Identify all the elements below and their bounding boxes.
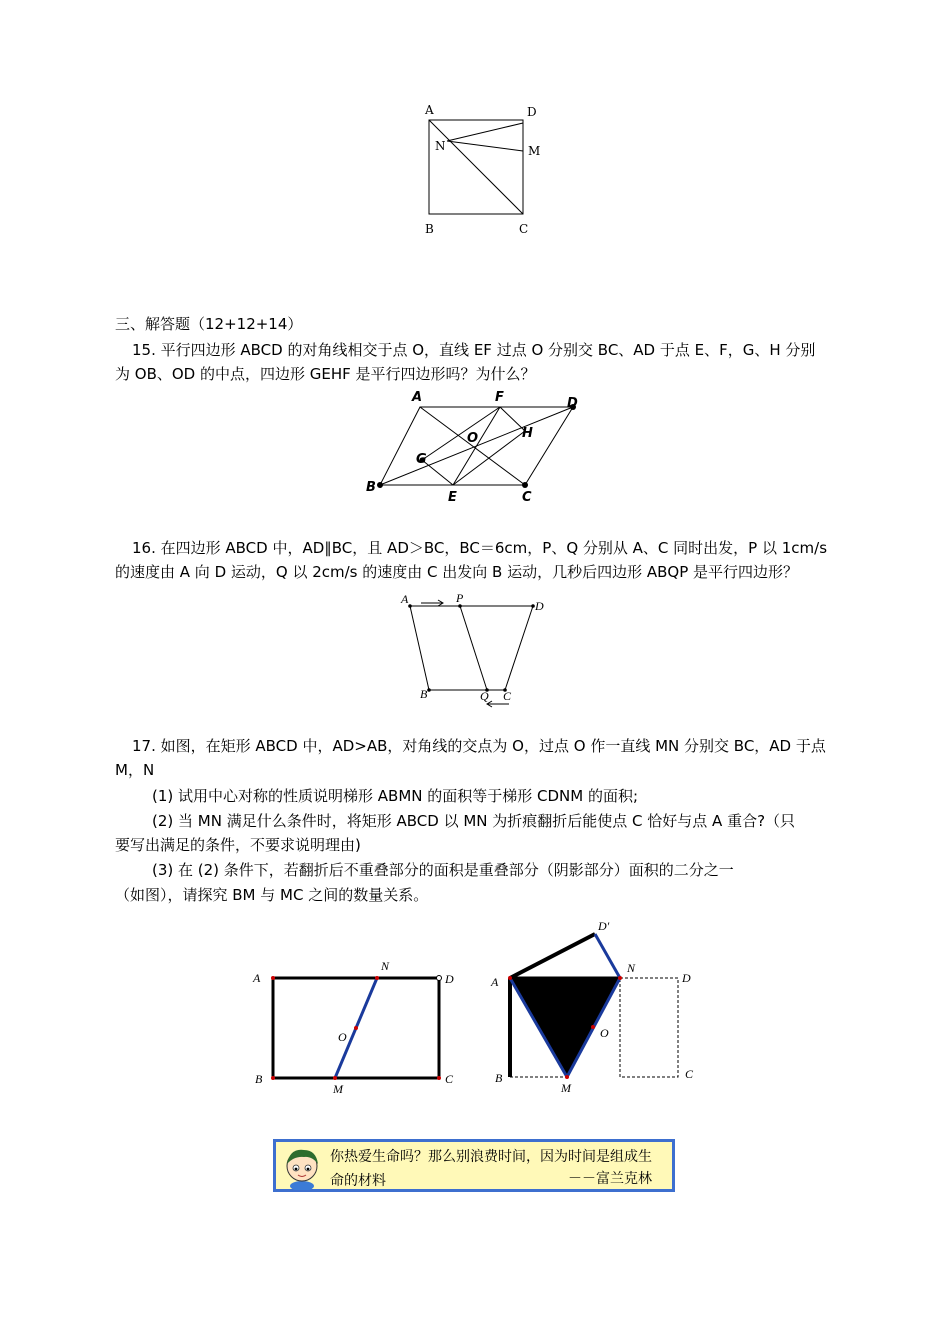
label-m: M bbox=[561, 1081, 571, 1095]
q17-part3-cont: （如图），请探究 BM 与 MC 之间的数量关系。 bbox=[115, 886, 429, 904]
q17-line2: M，N bbox=[115, 761, 155, 779]
label-m: M bbox=[333, 1082, 343, 1096]
label-d: D bbox=[445, 972, 454, 986]
q17-part1: (1) 试用中心对称的性质说明梯形 ABMN 的面积等于梯形 CDNM 的面积; bbox=[152, 787, 639, 805]
q16-line1: 16. 在四边形 ABCD 中，AD∥BC，且 AD＞BC，BC＝6cm，P、Q 分别从 A、C 同时出发，P 以 1cm/s bbox=[132, 539, 828, 557]
figure-rectangle-mn bbox=[245, 955, 465, 1100]
label-n: N bbox=[627, 961, 636, 975]
label-o: O bbox=[600, 1026, 609, 1040]
label-p: P bbox=[456, 591, 464, 605]
q17-part3: (3) 在 (2) 条件下，若翻折后不重叠部分的面积是重叠部分（阴影部分）面积的二分之一 bbox=[152, 861, 734, 879]
q15-line1: 15. 平行四边形 ABCD 的对角线相交于点 O，直线 EF 过点 O 分别交 BC、AD 于点 E、F，G、H 分别 bbox=[132, 341, 816, 359]
label-a: A bbox=[412, 390, 423, 405]
quote-line1: 你热爱生命吗？那么别浪费时间，因为时间是组成生 bbox=[330, 1149, 652, 1165]
label-f: F bbox=[495, 390, 504, 405]
figure-parallelogram bbox=[360, 385, 590, 507]
label-e: E bbox=[448, 490, 457, 505]
label-n: N bbox=[435, 139, 446, 153]
label-o: O bbox=[338, 1030, 347, 1044]
section-title: 三、解答题（12+12+14） bbox=[115, 315, 303, 333]
label-c: C bbox=[685, 1067, 694, 1081]
q17-part2: (2) 当 MN 满足什么条件时，将矩形 ABCD 以 MN 为折痕翻折后能使点 C 恰好与点 A 重合?（只 bbox=[152, 812, 796, 830]
label-q: Q bbox=[480, 689, 489, 703]
label-c: C bbox=[503, 689, 512, 703]
label-b: B bbox=[366, 480, 376, 495]
label-b: B bbox=[420, 687, 428, 701]
label-b: B bbox=[255, 1072, 263, 1086]
label-c: C bbox=[445, 1072, 454, 1086]
q17-part2-cont: 要写出满足的条件，不要求说明理由) bbox=[115, 836, 361, 854]
q15-line2: 为 OB、OD 的中点，四边形 GEHF 是平行四边形吗？为什么？ bbox=[115, 365, 536, 383]
label-c: C bbox=[519, 222, 529, 236]
label-m: M bbox=[528, 144, 541, 158]
figure-folded-rectangle bbox=[485, 912, 715, 1097]
label-d: D bbox=[682, 971, 691, 985]
quote-line2: 命的材料 bbox=[330, 1173, 386, 1189]
quote-banner bbox=[273, 1139, 675, 1192]
figure-trapezoid bbox=[395, 590, 555, 715]
label-g: G bbox=[416, 452, 427, 467]
label-b: B bbox=[425, 222, 434, 236]
cartoon-boy-icon bbox=[280, 1144, 324, 1190]
label-a: A bbox=[425, 103, 434, 117]
q17-line1: 17. 如图，在矩形 ABCD 中，AD>AB，对角线的交点为 O，过点 O 作一直线 MN 分别交 BC，AD 于点 bbox=[132, 737, 826, 755]
label-a: A bbox=[401, 592, 409, 606]
label-d: D bbox=[567, 396, 578, 411]
label-a: A bbox=[491, 975, 499, 989]
q16-line2: 的速度由 A 向 D 运动，Q 以 2cm/s 的速度由 C 出发向 B 运动，几秒后四边形 ABQP 是平行四边形？ bbox=[115, 563, 799, 581]
figure-square-abcd bbox=[415, 100, 545, 240]
label-o: O bbox=[467, 431, 479, 446]
label-d: D bbox=[535, 599, 544, 613]
label-c: C bbox=[522, 490, 532, 505]
label-b: B bbox=[495, 1071, 503, 1085]
quote-author: －－富兰克林 bbox=[568, 1171, 652, 1187]
label-a: A bbox=[253, 971, 261, 985]
label-n: N bbox=[381, 959, 390, 973]
label-d-prime: D′ bbox=[598, 919, 610, 933]
label-d: D bbox=[527, 105, 537, 119]
label-h: H bbox=[522, 426, 533, 441]
